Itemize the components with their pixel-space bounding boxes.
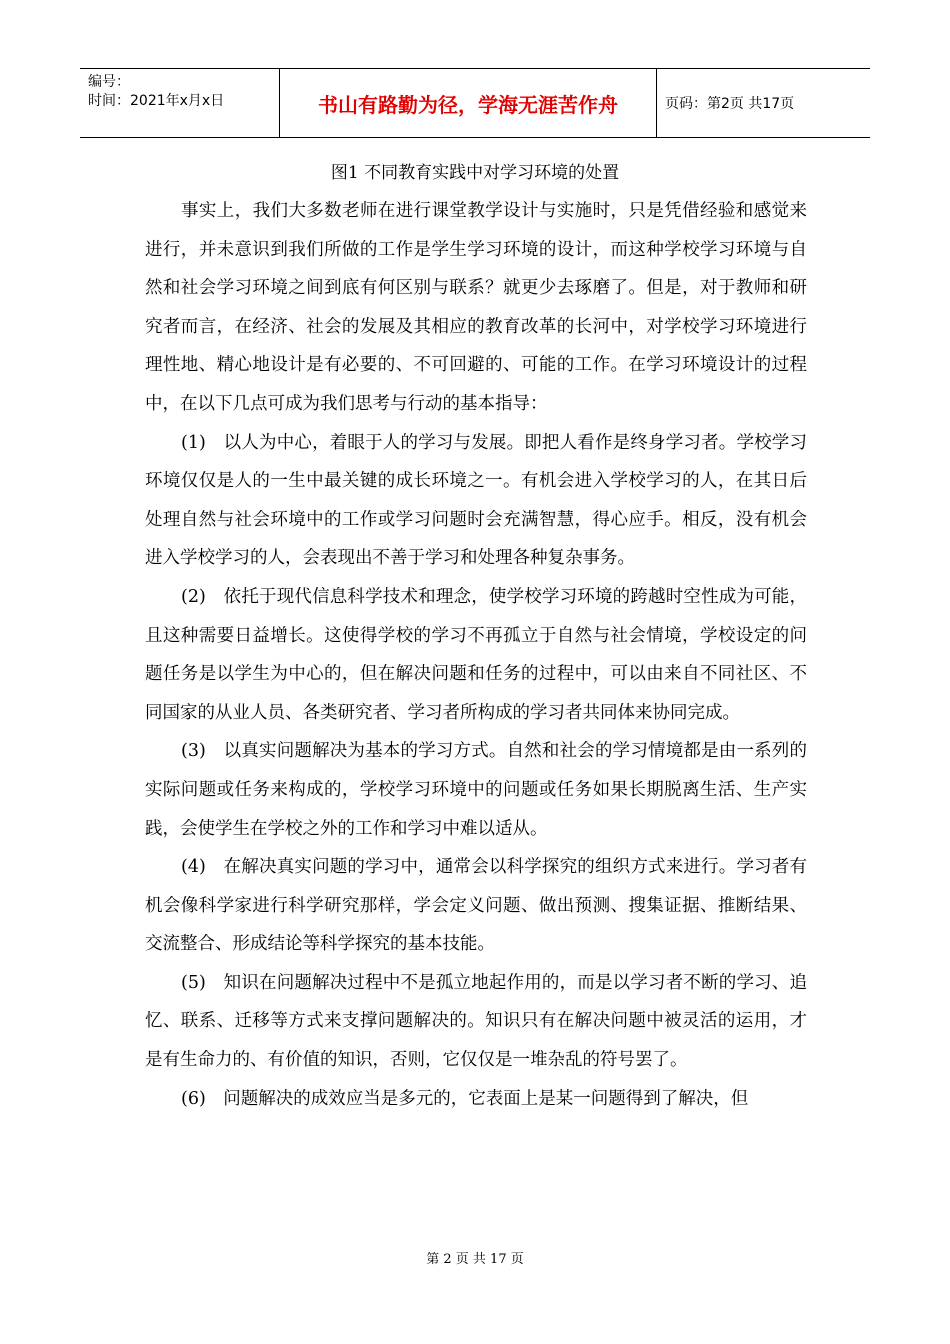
page-footer: 第 2 页 共 17 页 <box>426 1252 524 1267</box>
paragraph-point-5: (5) 知识在问题解决过程中不是孤立地起作用的，而是以学习者不断的学习、追忆、联系、迁移等方式来支撑问题解决的。知识只有在解决问题中被灵活的运用，才是有生命力的、有价值的知识，否则，它仅仅是一堆杂乱的符号罢了。 <box>145 972 807 1071</box>
paragraph-point-4: (4) 在解决真实问题的学习中，通常会以科学探究的组织方式来进行。学习者有机会像科学家进行科学研究那样，学会定义问题、做出预测、搜集证据、推断结果、交流整合、形成结论等科学探究的基本技能。 <box>145 857 807 955</box>
paragraph-point-6: (6) 问题解决的成效应当是多元的，它表面上是某一问题得到了解决，但 <box>181 1088 749 1109</box>
paragraph-point-1: (1) 以人为中心，着眼于人的学习与发展。即把人看作是终身学习者。学校学习环境仅仅是人的一生中最关键的成长环境之一。有机会进入学校学习的人，在其日后处理自然与社会环境中的工作或学习问题时会充满智慧，得心应手。相反，没有机会进入学校学习的人，会表现出不善于学习和处理各种复杂事务。 <box>145 432 807 569</box>
header-left-cell <box>80 69 280 137</box>
page-info: 页码：第2页 共17页 <box>665 96 795 112</box>
date-line: 时间：2021年x月x日 <box>88 93 225 109</box>
paragraph-point-2: (2) 依托于现代信息科学技术和理念，使学校学习环境的跨越时空性成为可能，且这种需要日益增长。这使得学校的学习不再孤立于自然与社会情境，学校设定的问题任务是以学生为中心的，但在解决问题和任务的过程中，可以由来自不同社区、不同国家的从业人员、各类研究者、学习者所构成的学习者共同体来协同完成。 <box>145 586 807 723</box>
page-header <box>80 68 870 138</box>
motto: 书山有路勤为径，学海无涯苦作舟 <box>280 69 657 137</box>
body-text <box>145 192 807 1118</box>
paragraph-point-3: (3) 以真实问题解决为基本的学习方式。自然和社会的学习情境都是由一系列的实际问题或任务来构成的，学校学习环境中的问题或任务如果长期脱离生活、生产实践，会使学生在学校之外的工作和学习中难以适从。 <box>145 741 807 839</box>
paragraph-intro: 事实上，我们大多数老师在进行课堂教学设计与实施时，只是凭借经验和感觉来进行，并未意识到我们所做的工作是学生学习环境的设计，而这种学校学习环境与自然和社会学习环境之间到底有何区别与联系？就更少去琢磨了。但是，对于教师和研究者而言，在经济、社会的发展及其相应的教育改革的长河中，对学校学习环境进行理性地、精心地设计是有必要的、不可回避的、可能的工作。在学习环境设计的过程中，在以下几点可成为我们思考与行动的基本指导： <box>145 201 807 414</box>
figure-caption: 图1 不同教育实践中对学习环境的处置 <box>330 163 620 183</box>
code-label: 编号： <box>88 74 130 90</box>
